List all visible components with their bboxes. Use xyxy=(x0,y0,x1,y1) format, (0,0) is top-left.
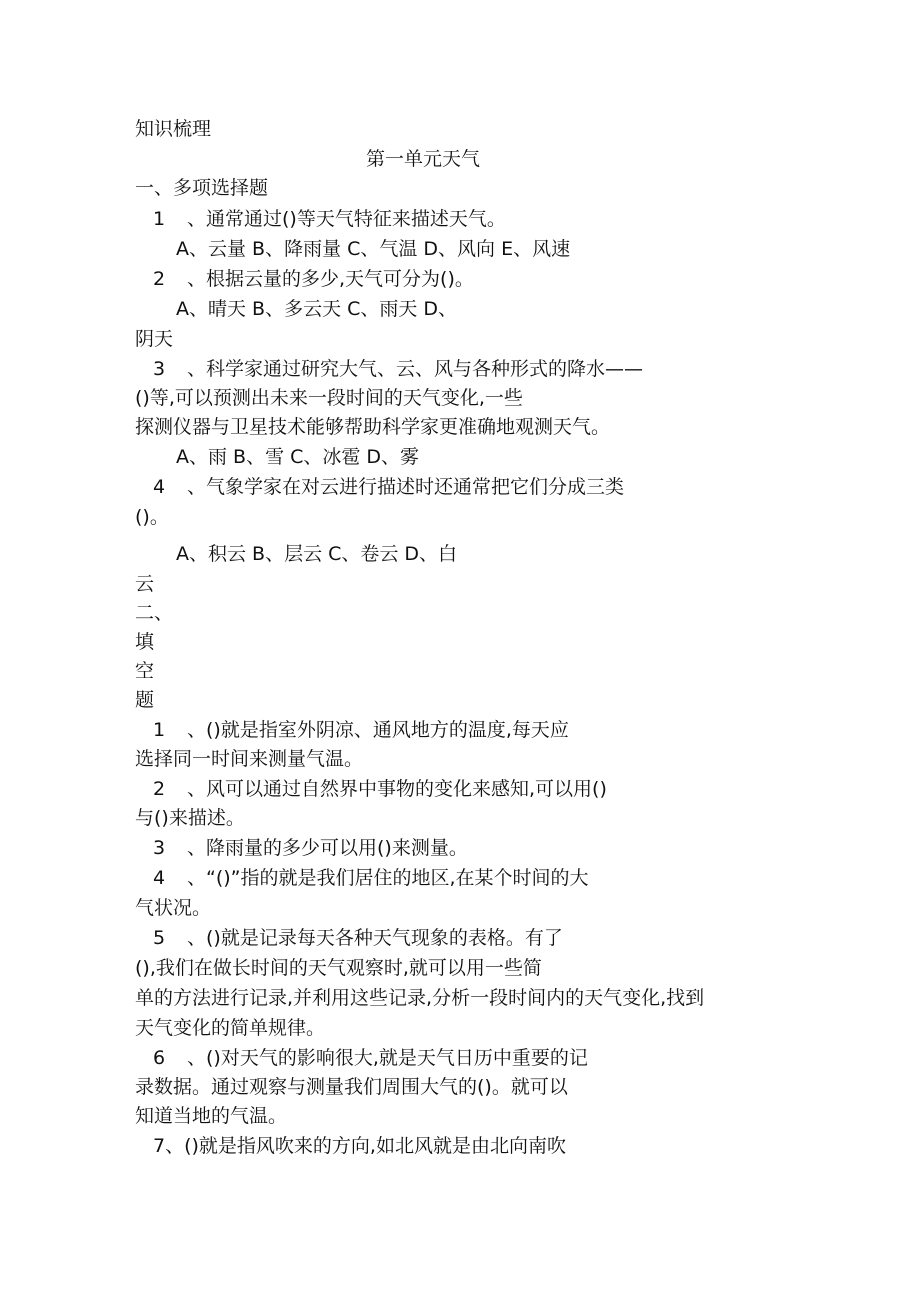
s1-q3-options: A、雨 B、雪 C、冰雹 D、雾 xyxy=(176,446,420,468)
page-header: 知识梳理 xyxy=(135,118,212,140)
s2-q4-number: 4 xyxy=(153,867,166,889)
section1-heading: 一、多项选择题 xyxy=(135,177,269,199)
s1-q2-options-cont: 阴天 xyxy=(135,328,174,350)
section2-heading-1: 二、 xyxy=(135,602,174,624)
s1-q4-line2: ()。 xyxy=(135,506,169,528)
s2-q1-text: 、()就是指室外阴凉、通风地方的温度,每天应 xyxy=(187,719,569,741)
s2-q5-line4: 天气变化的简单规律。 xyxy=(135,1017,326,1039)
s2-q4-line2: 气状况。 xyxy=(135,897,212,919)
s2-q3-text: 、降雨量的多少可以用()来测量。 xyxy=(187,837,468,859)
s2-q5-line2: (),我们在做长时间的天气观察时,就可以用一些简 xyxy=(135,957,542,979)
s1-q4-options-cont: 云 xyxy=(135,573,155,595)
section2-heading-4: 题 xyxy=(135,689,155,711)
s2-q6-number: 6 xyxy=(153,1047,166,1069)
section2-heading-3: 空 xyxy=(135,660,155,682)
s2-q5-text: 、()就是记录每天各种天气现象的表格。有了 xyxy=(187,927,563,949)
s1-q2-number: 2 xyxy=(153,268,166,290)
s1-q1-options: A、云量 B、降雨量 C、气温 D、风向 E、风速 xyxy=(176,238,571,260)
s2-q7-text: 7、()就是指风吹来的方向,如北风就是由北向南吹 xyxy=(153,1135,566,1157)
s1-q1-number: 1 xyxy=(153,208,166,230)
s1-q4-options: A、积云 B、层云 C、卷云 D、白 xyxy=(176,543,458,565)
s2-q2-text: 、风可以通过自然界中事物的变化来感知,可以用() xyxy=(187,778,607,800)
s2-q4-text: 、“()”指的就是我们居住的地区,在某个时间的大 xyxy=(187,867,589,889)
unit-title: 第一单元天气 xyxy=(366,148,481,170)
s1-q2-options: A、晴天 B、多云天 C、雨天 D、 xyxy=(176,298,458,320)
s2-q2-number: 2 xyxy=(153,778,166,800)
s2-q6-line3: 知道当地的气温。 xyxy=(135,1105,288,1127)
s1-q1-text: 、通常通过()等天气特征来描述天气。 xyxy=(187,208,506,230)
s1-q4-number: 4 xyxy=(153,476,166,498)
section2-heading-2: 填 xyxy=(135,631,155,653)
s2-q6-text: 、()对天气的影响很大,就是天气日历中重要的记 xyxy=(187,1047,588,1069)
s2-q5-number: 5 xyxy=(153,927,166,949)
s2-q2-line2: 与()来描述。 xyxy=(135,807,245,829)
s2-q6-line2: 录数据。通过观察与测量我们周围大气的()。就可以 xyxy=(135,1076,568,1098)
s1-q3-line3: 探测仪器与卫星技术能够帮助科学家更准确地观测天气。 xyxy=(135,416,611,438)
s1-q3-text: 、科学家通过研究大气、云、风与各种形式的降水—— xyxy=(187,358,644,380)
s2-q3-number: 3 xyxy=(153,837,166,859)
s1-q2-text: 、根据云量的多少,天气可分为()。 xyxy=(187,268,474,290)
s2-q5-line3: 单的方法进行记录,并利用这些记录,分析一段时间内的天气变化,找到 xyxy=(135,987,705,1009)
s2-q1-line2: 选择同一时间来测量气温。 xyxy=(135,748,364,770)
s1-q3-line2: ()等,可以预测出未来一段时间的天气变化,一些 xyxy=(135,387,523,409)
s2-q1-number: 1 xyxy=(153,719,166,741)
s1-q4-text: 、气象学家在对云进行描述时还通常把它们分成三类 xyxy=(187,476,625,498)
s1-q3-number: 3 xyxy=(153,358,166,380)
